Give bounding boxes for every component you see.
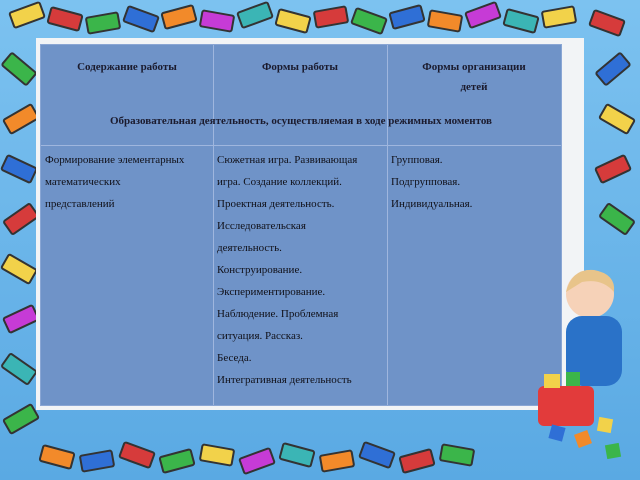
- cell-line: Индивидуальная.: [391, 198, 473, 210]
- cell-line: ситуация. Рассказ.: [217, 330, 303, 342]
- cell-line: Интегративная деятельность: [217, 374, 352, 386]
- row-divider: [41, 145, 561, 146]
- cell-line: Подгрупповая.: [391, 176, 461, 188]
- cell-line: игра. Создание коллекций.: [217, 176, 342, 188]
- header-org-line2: детей: [460, 81, 488, 93]
- cell-line: Формирование элементарных: [45, 154, 185, 166]
- section-title: Образовательная деятельность, осуществляемая в ходе режимных моментов: [110, 115, 492, 127]
- cell-line: Беседа.: [217, 352, 252, 364]
- cell-forms: [217, 149, 357, 391]
- child-illustration: [532, 268, 632, 468]
- cell-line: Наблюдение. Проблемная: [217, 308, 339, 320]
- cell-line: Групповая.: [391, 154, 443, 166]
- cell-line: представлений: [45, 198, 115, 210]
- header-org: [387, 57, 561, 97]
- column-divider: [213, 45, 214, 405]
- cell-line: Проектная деятельность.: [217, 198, 335, 210]
- cell-line: деятельность.: [217, 242, 282, 254]
- cell-line: Сюжетная игра. Развивающая: [217, 154, 358, 166]
- header-forms: Формы работы: [261, 61, 339, 73]
- cell-line: Конструирование.: [217, 264, 303, 276]
- cell-line: Экспериментирование.: [217, 286, 326, 298]
- header-content: Содержание работы: [77, 61, 177, 73]
- cell-line: математических: [45, 176, 121, 188]
- cell-org: [391, 149, 472, 215]
- cell-line: Исследовательская: [217, 220, 306, 232]
- header-org-line1: Формы организации: [422, 61, 526, 73]
- cell-content: [45, 149, 184, 215]
- column-divider: [387, 45, 388, 405]
- table: [40, 44, 562, 406]
